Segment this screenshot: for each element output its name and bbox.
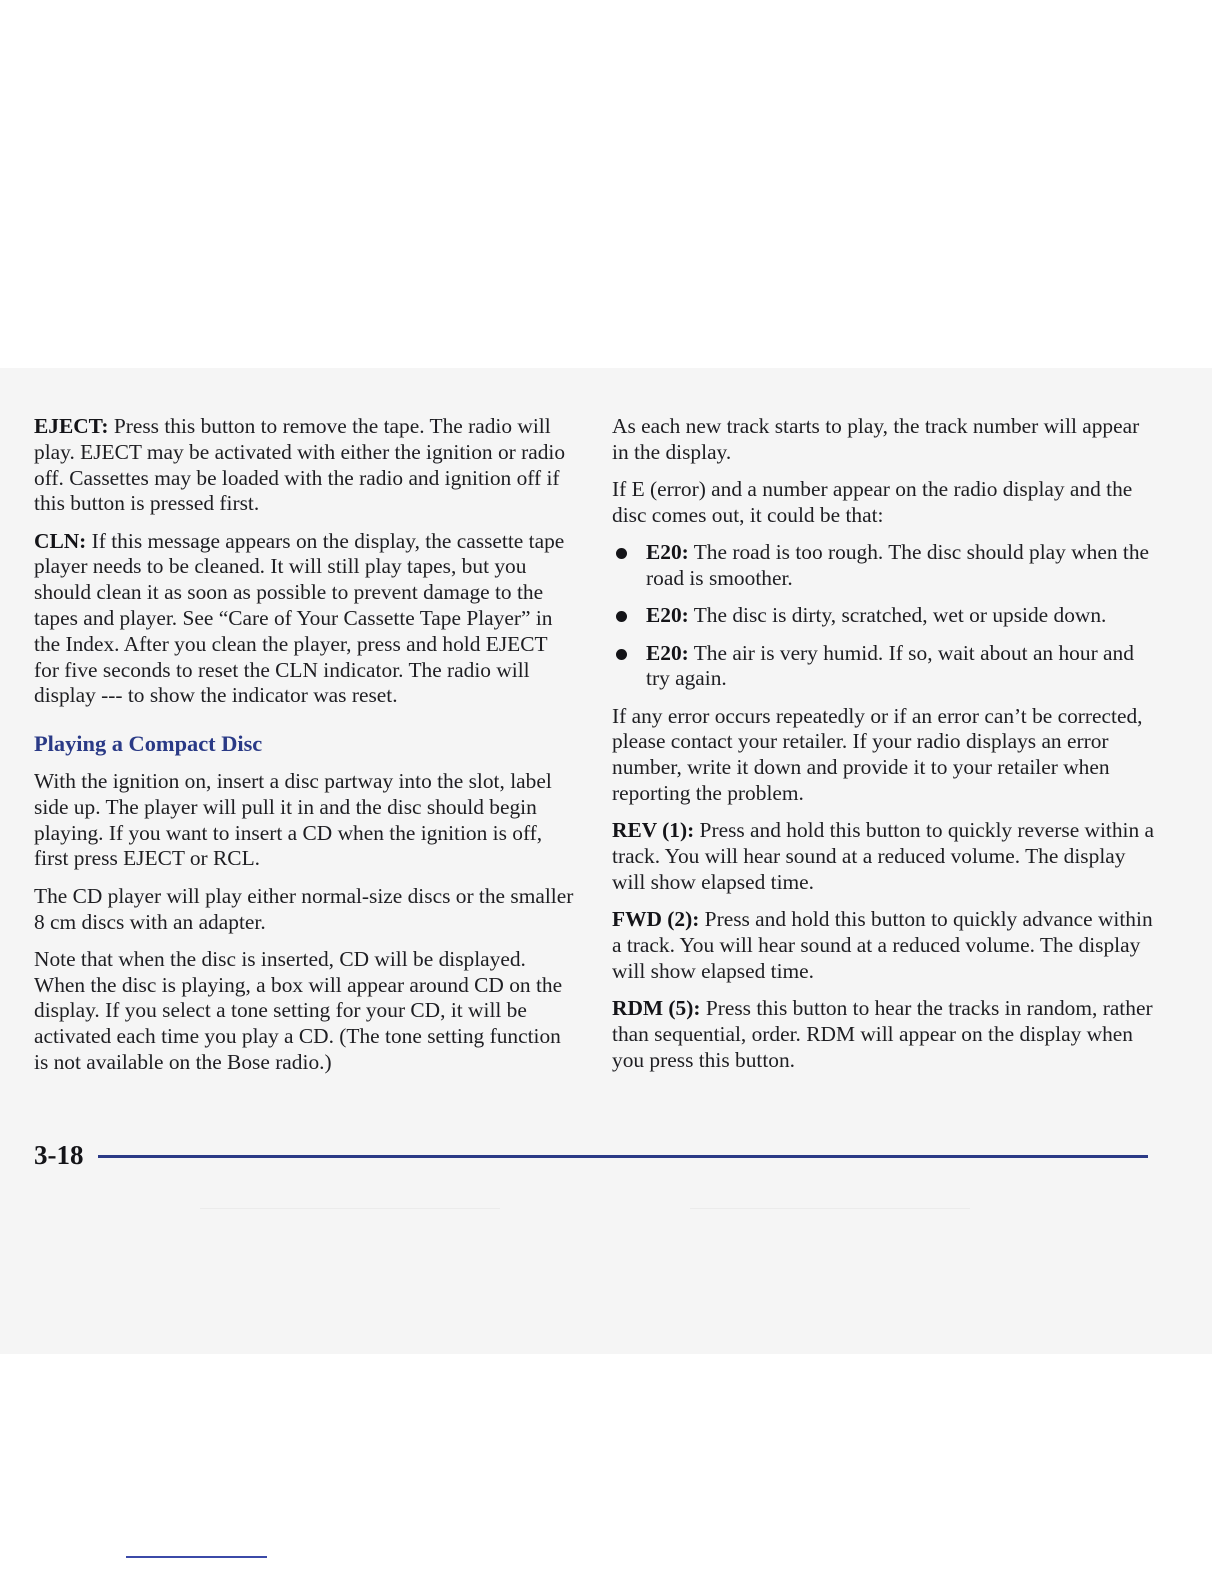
error-code: E20: — [646, 540, 689, 565]
page-footer — [34, 1140, 1148, 1174]
error-description: The disc is dirty, scratched, wet or upside down. — [688, 603, 1107, 628]
error-intro-paragraph: If E (error) and a number appear on the radio display and the disc comes out, it could be that: — [612, 477, 1133, 527]
track-number-paragraph: As each new track starts to play, the track number will appear in the display. — [612, 414, 1140, 464]
error-list — [612, 540, 1157, 692]
list-item — [612, 641, 1157, 693]
display-note-paragraph: Note that when the disc is inserted, CD will be displayed. When the disc is playing, a box will appear around CD on the display. If you select a tone setting for your CD, it will be activated each time you play a CD. (The tone setting function is not available on the Bose radio.) — [34, 946, 563, 1075]
left-column — [34, 414, 574, 1087]
list-item — [612, 540, 1157, 592]
cln-text: If this message appears on the display, the cassette tape player needs to be cleaned. It will still play tapes, but you should clean it as soon as possible to prevent damage to the tapes and player. See “Care of Your Cassette Tape Player” in the Index. After you clean the player, press and hold EJECT for five seconds to reset the CLN indicator. The radio will display --- to show the indicator was reset. — [34, 528, 565, 708]
rdm-paragraph — [612, 996, 1157, 1073]
rev-paragraph — [612, 818, 1157, 895]
eject-text: Press this button to remove the tape. The radio will play. EJECT may be activated with either the ignition or radio off. Cassettes may be loaded with the radio and ignition off if this button is pressed first. — [34, 414, 566, 516]
faint-line — [200, 1208, 500, 1209]
error-code: E20: — [646, 640, 689, 665]
disc-size-paragraph: The CD player will play either normal-size discs or the smaller 8 cm discs with an adapter. — [34, 883, 574, 934]
error-code: E20: — [646, 603, 689, 628]
rdm-term: RDM (5): — [612, 996, 701, 1021]
eject-term: EJECT: — [34, 414, 109, 438]
error-description: The road is too rough. The disc should play when the road is smoother. — [646, 540, 1150, 590]
fwd-paragraph — [612, 907, 1157, 984]
faint-line — [690, 1208, 970, 1209]
footer-rule — [98, 1155, 1148, 1158]
rev-text: Press and hold this button to quickly reverse within a track. You will hear sound at a reduced volume. The display will show elapsed time. — [612, 818, 1155, 894]
eject-paragraph — [34, 414, 574, 517]
fwd-term: FWD (2): — [612, 907, 700, 932]
error-description: The air is very humid. If so, wait about an hour and try again. — [646, 640, 1134, 691]
cln-paragraph — [34, 529, 574, 710]
error-repeat-paragraph: If any error occurs repeatedly or if an error can’t be corrected, please contact your retailer. If your radio displays an error number, write it down and provide it to your retailer when reporting the problem. — [612, 703, 1143, 806]
rev-term: REV (1): — [612, 818, 695, 843]
cln-term: CLN: — [34, 528, 87, 553]
page-number: 3-18 — [34, 1140, 84, 1170]
list-item — [612, 603, 1157, 629]
section-heading: Playing a Compact Disc — [34, 731, 263, 757]
fwd-text: Press and hold this button to quickly advance within a track. You will hear sound at a reduced volume. The display will show elapsed time. — [612, 907, 1153, 983]
rdm-text: Press this button to hear the tracks in random, rather than sequential, order. RDM will appear on the display when you press this button. — [612, 996, 1153, 1072]
right-column — [612, 414, 1157, 1085]
link-underline[interactable] — [126, 1556, 267, 1558]
insert-disc-paragraph: With the ignition on, insert a disc partway into the slot, label side up. The player will pull it in and the disc should begin playing. If you want to insert a CD when the ignition is off, first press EJECT or RCL. — [34, 769, 552, 871]
